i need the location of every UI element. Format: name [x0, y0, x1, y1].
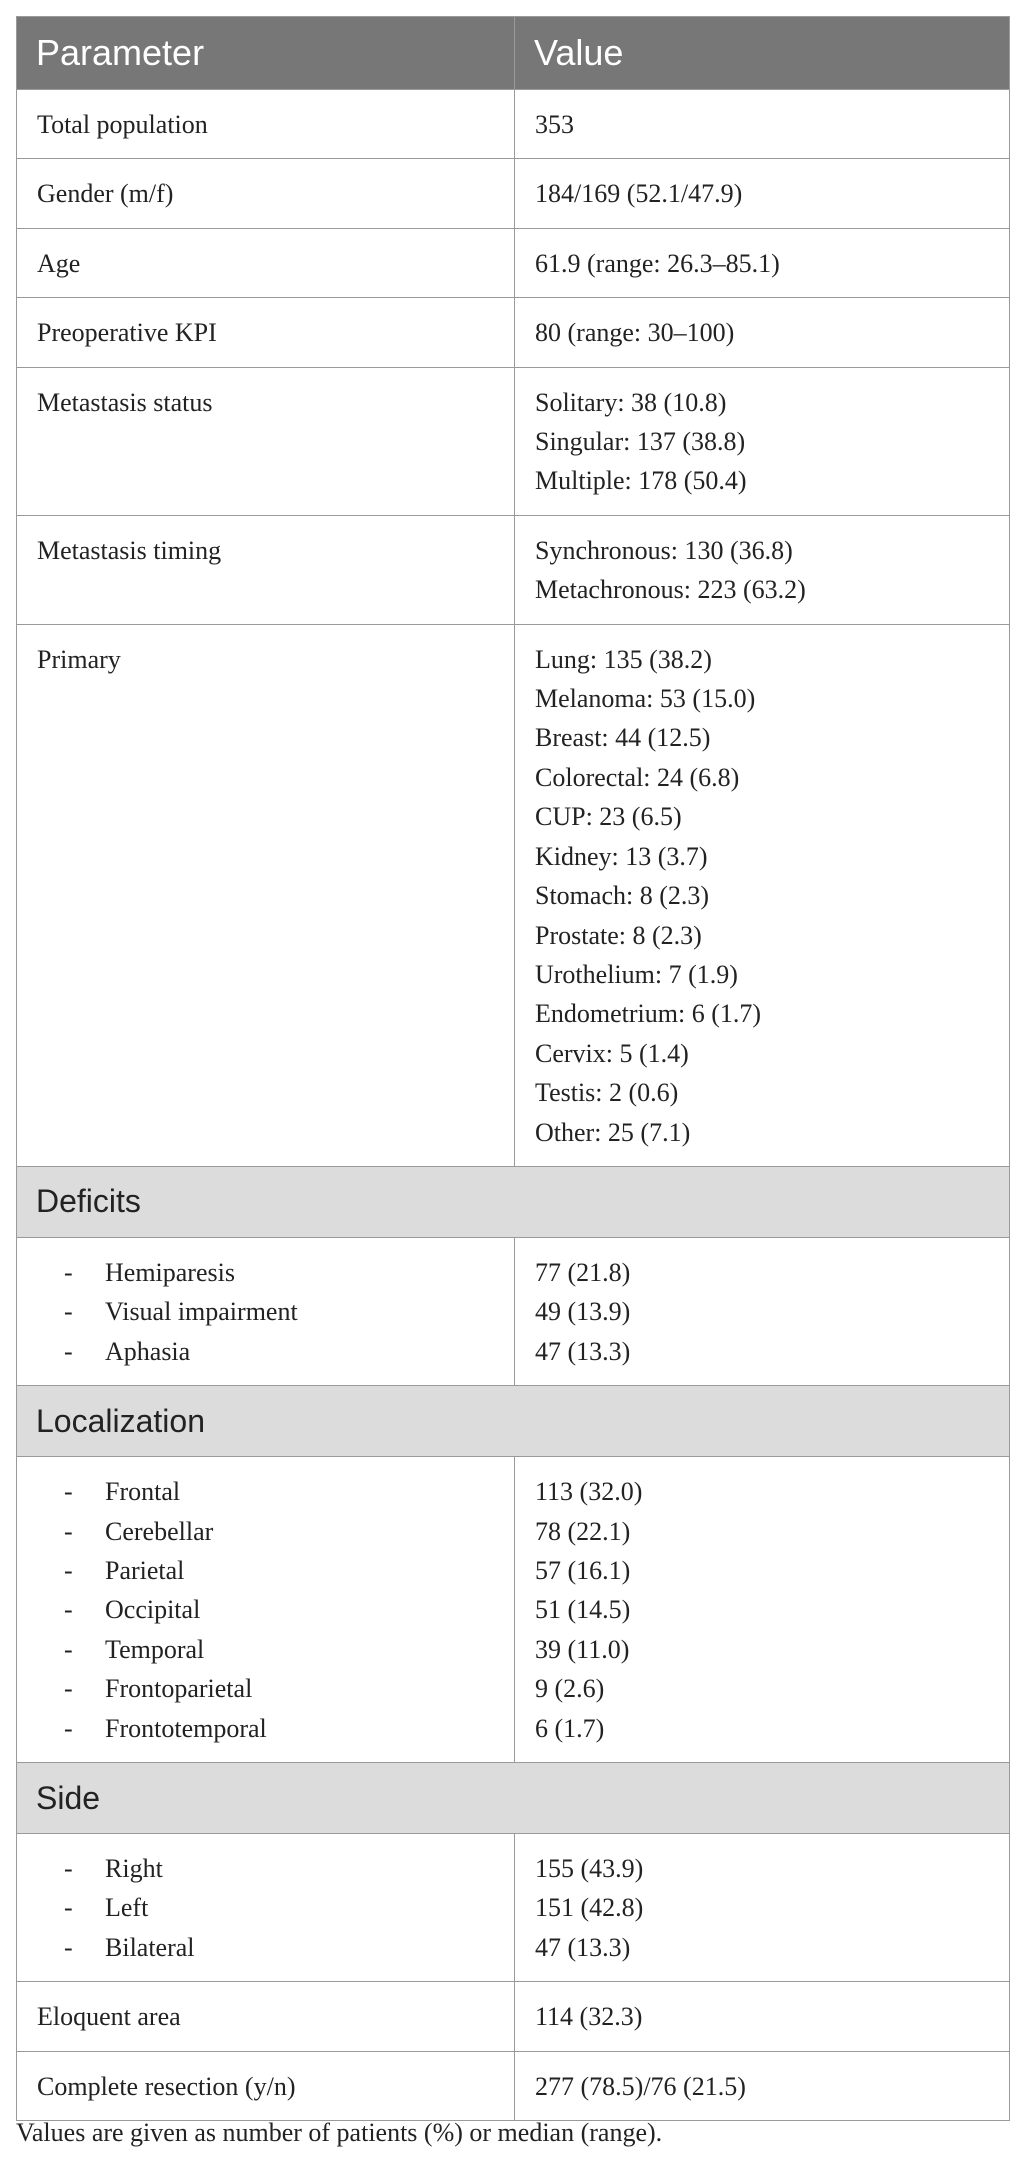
table-row	[17, 228, 1010, 297]
value-line: Stomach: 8 (2.3)	[535, 881, 710, 911]
sub-parameter-item	[37, 1472, 514, 1511]
value-line: Cervix: 5 (1.4)	[535, 1038, 689, 1068]
sub-value: 77 (21.8)	[535, 1257, 631, 1287]
value-line: Metachronous: 223 (63.2)	[535, 575, 806, 605]
sub-parameter-item	[37, 1590, 514, 1629]
value-cell	[515, 624, 1010, 1166]
parameter-cell: Preoperative KPI	[17, 298, 515, 367]
parameter-cell: Total population	[17, 90, 515, 159]
parameter-cell: Metastasis status	[17, 367, 515, 515]
section-title: Side	[17, 1763, 1010, 1834]
sub-value: 57 (16.1)	[535, 1555, 631, 1585]
section-header-row	[17, 1166, 1010, 1237]
dash-bullet: -	[64, 1516, 73, 1546]
sub-value: 9 (2.6)	[535, 1674, 605, 1704]
sub-value: 151 (42.8)	[535, 1893, 644, 1923]
value-cell	[515, 1982, 1010, 2051]
parameter-cell: Metastasis timing	[17, 515, 515, 624]
sub-parameter-item	[37, 1292, 514, 1331]
dash-bullet: -	[64, 1555, 73, 1585]
dash-bullet: -	[64, 1674, 73, 1704]
section-items-row	[17, 1457, 1010, 1763]
sub-parameter-label: Right	[105, 1854, 163, 1883]
section-header-row	[17, 1386, 1010, 1457]
value-line: 277 (78.5)/76 (21.5)	[535, 2071, 746, 2101]
dash-bullet: -	[64, 1336, 73, 1366]
table-footnote: Values are given as number of patients (%) or median (range).	[16, 2118, 663, 2147]
sub-value: 49 (13.9)	[535, 1297, 631, 1327]
sub-parameter-label: Left	[105, 1893, 149, 1923]
sub-value: 47 (13.3)	[535, 1336, 631, 1366]
sub-value-cell	[515, 1834, 1010, 1982]
value-line: Other: 25 (7.1)	[535, 1117, 691, 1147]
sub-parameter-cell	[17, 1834, 515, 1982]
section-header-row	[17, 1763, 1010, 1834]
table-row	[17, 298, 1010, 367]
dash-bullet: -	[64, 1477, 73, 1507]
value-line: Colorectal: 24 (6.8)	[535, 762, 740, 792]
table-row	[17, 624, 1010, 1166]
sub-value: 155 (43.9)	[535, 1854, 644, 1883]
value-line: Breast: 44 (12.5)	[535, 723, 711, 753]
value-cell	[515, 515, 1010, 624]
dash-bullet: -	[64, 1257, 73, 1287]
sub-parameter-label: Temporal	[105, 1634, 205, 1664]
value-line: 114 (32.3)	[535, 2002, 643, 2032]
dash-bullet: -	[64, 1713, 73, 1743]
sub-parameter-label: Cerebellar	[105, 1516, 214, 1546]
sub-parameter-label: Bilateral	[105, 1932, 195, 1962]
value-line: Kidney: 13 (3.7)	[535, 841, 708, 871]
dash-bullet: -	[64, 1854, 73, 1883]
sub-parameter-item	[37, 1512, 514, 1551]
value-line: 353	[535, 110, 574, 139]
section-items-row	[17, 1834, 1010, 1982]
section-title: Localization	[17, 1386, 1010, 1457]
sub-parameter-label: Frontotemporal	[105, 1713, 267, 1743]
parameter-cell: Complete resection (y/n)	[17, 2051, 515, 2120]
table-row	[17, 159, 1010, 228]
value-cell	[515, 90, 1010, 159]
value-line: Endometrium: 6 (1.7)	[535, 999, 762, 1029]
parameter-cell: Primary	[17, 624, 515, 1166]
dash-bullet: -	[64, 1932, 73, 1962]
table-body	[17, 90, 1010, 2121]
sub-parameter-item	[37, 1332, 514, 1371]
parameter-cell: Gender (m/f)	[17, 159, 515, 228]
table-row	[17, 515, 1010, 624]
sub-value: 47 (13.3)	[535, 1932, 631, 1962]
dash-bullet: -	[64, 1634, 73, 1664]
value-line: Solitary: 38 (10.8)	[535, 387, 727, 417]
sub-value: 113 (32.0)	[535, 1477, 643, 1507]
parameter-cell: Age	[17, 228, 515, 297]
value-cell	[515, 228, 1010, 297]
value-cell	[515, 2051, 1010, 2120]
value-line: Testis: 2 (0.6)	[535, 1078, 679, 1108]
sub-parameter-item	[37, 1669, 514, 1708]
value-line: Prostate: 8 (2.3)	[535, 920, 702, 950]
sub-value: 39 (11.0)	[535, 1634, 630, 1664]
sub-value: 78 (22.1)	[535, 1516, 631, 1546]
value-line: Melanoma: 53 (15.0)	[535, 684, 756, 714]
sub-parameter-label: Frontoparietal	[105, 1674, 253, 1704]
header-parameter: Parameter	[17, 17, 515, 90]
sub-parameter-item	[37, 1888, 514, 1927]
sub-value: 6 (1.7)	[535, 1713, 605, 1743]
header-value: Value	[515, 17, 1010, 90]
dash-bullet: -	[64, 1893, 73, 1923]
table-row	[17, 367, 1010, 515]
dash-bullet: -	[64, 1595, 73, 1625]
value-line: Synchronous: 130 (36.8)	[535, 535, 793, 565]
value-line: Multiple: 178 (50.4)	[535, 466, 747, 496]
sub-parameter-item	[37, 1928, 514, 1967]
sub-parameter-item	[37, 1709, 514, 1748]
value-cell	[515, 159, 1010, 228]
sub-parameter-label: Occipital	[105, 1595, 201, 1625]
value-cell	[515, 298, 1010, 367]
sub-parameter-label: Visual impairment	[105, 1297, 298, 1327]
sub-value-cell	[515, 1457, 1010, 1763]
sub-parameter-cell	[17, 1457, 515, 1763]
dash-bullet: -	[64, 1297, 73, 1327]
table-row	[17, 90, 1010, 159]
section-title: Deficits	[17, 1166, 1010, 1237]
sub-parameter-item	[37, 1849, 514, 1888]
sub-parameter-label: Hemiparesis	[105, 1257, 235, 1287]
table-header-row	[17, 17, 1010, 90]
table-row	[17, 2051, 1010, 2120]
value-line: CUP: 23 (6.5)	[535, 802, 682, 832]
sub-parameter-cell	[17, 1237, 515, 1385]
section-items-row	[17, 1237, 1010, 1385]
sub-parameter-label: Frontal	[105, 1477, 181, 1507]
value-line: Urothelium: 7 (1.9)	[535, 959, 738, 989]
sub-parameter-item	[37, 1630, 514, 1669]
value-line: 80 (range: 30–100)	[535, 318, 735, 348]
table-row	[17, 1982, 1010, 2051]
value-line: 61.9 (range: 26.3–85.1)	[535, 248, 780, 278]
patient-characteristics-table	[16, 16, 1010, 2121]
sub-value-cell	[515, 1237, 1010, 1385]
value-cell	[515, 367, 1010, 515]
sub-parameter-item	[37, 1253, 514, 1292]
value-line: 184/169 (52.1/47.9)	[535, 179, 743, 209]
sub-parameter-label: Parietal	[105, 1555, 185, 1585]
sub-value: 51 (14.5)	[535, 1595, 631, 1625]
sub-parameter-label: Aphasia	[105, 1336, 191, 1366]
sub-parameter-item	[37, 1551, 514, 1590]
value-line: Lung: 135 (38.2)	[535, 644, 712, 674]
value-line: Singular: 137 (38.8)	[535, 427, 746, 457]
parameter-cell: Eloquent area	[17, 1982, 515, 2051]
